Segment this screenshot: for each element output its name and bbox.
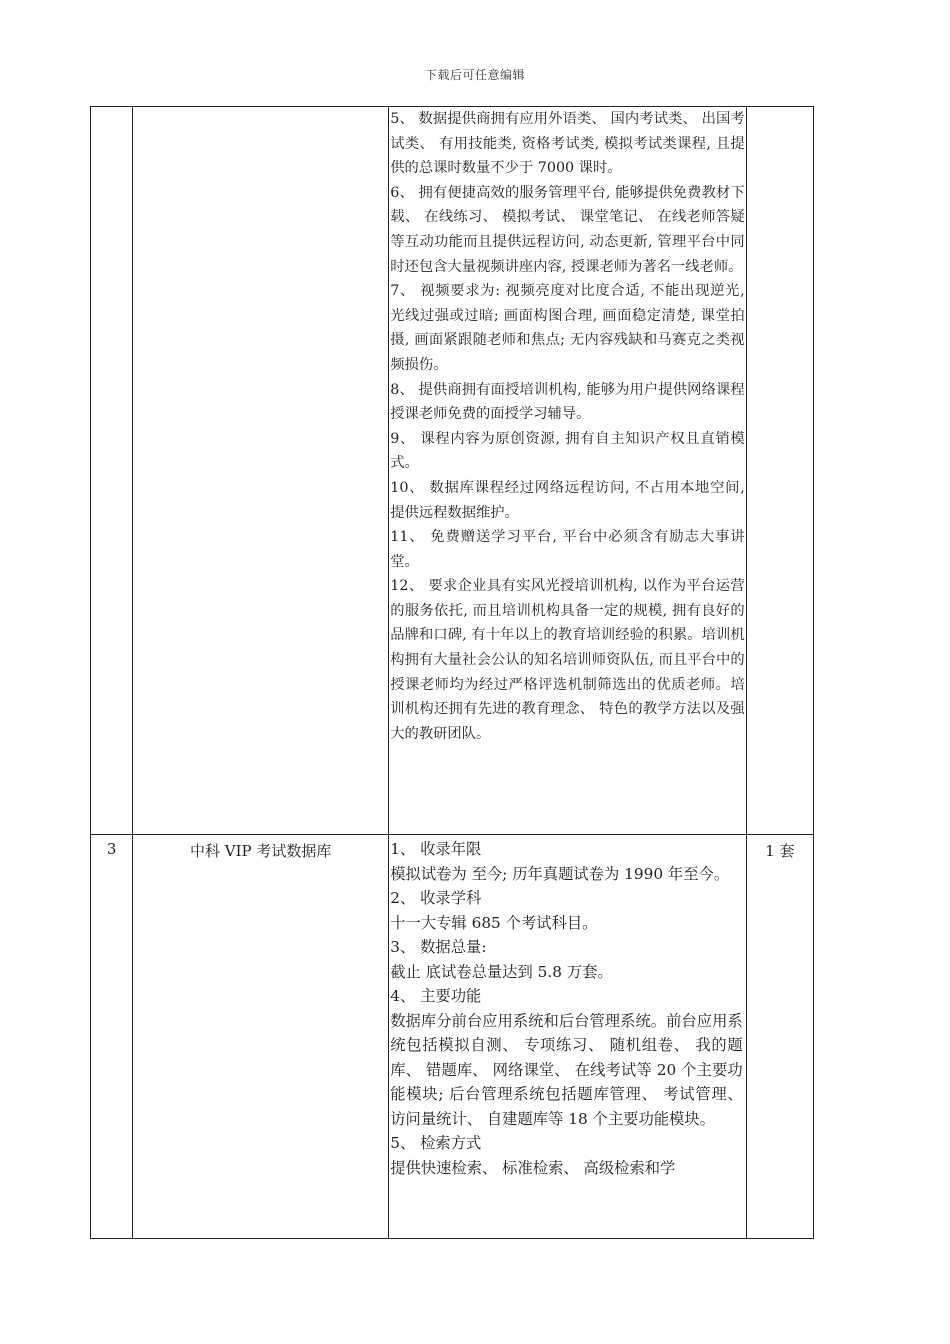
row-index-cell — [91, 107, 133, 835]
requirements-table — [90, 106, 814, 1239]
table-row — [91, 107, 814, 835]
spec-item: 数据库分前台应用系统和后台管理系统。前台应用系统包括模拟自测、 专项练习、 随机组卷、 我的题库、 错题库、 网络课堂、 在线考试等 20 个主要功能模块; 后台管理系统包括题库管理、 考试管理、 访问量统计、 自建题库等 18 个主要功能模块。 — [390, 1011, 743, 1128]
spec-list — [389, 107, 745, 746]
spec-item: 截止 底试卷总量达到 5.8 万套。 — [390, 962, 613, 981]
spec-list — [389, 835, 745, 1180]
page-header-note: 下载后可任意编辑 — [424, 68, 525, 82]
spec-cell — [389, 107, 746, 835]
spec-heading: 5、 检索方式 — [390, 1134, 482, 1152]
spec-item: 12、 要求企业具有实风光授培训机构, 以作为平台运营的服务依托, 而且培训机构具备一定的规模, 拥有良好的品牌和口碑, 有十年以上的教育培训经验的积累。培训机构拥有大量社会公认的知名培训师资队伍, 而且平台中的授课老师均为经过严格评选机制筛选出的优质老师。培训机构还拥有先进的教育理念、 特色的教学方法以及强大的教研团队。 — [390, 578, 745, 742]
spec-item: 8、 提供商拥有面授培训机构, 能够为用户提供网络课程授课老师免费的面授学习辅导。 — [390, 381, 745, 423]
spec-cell — [389, 835, 746, 1239]
spec-item: 6、 拥有便捷高效的服务管理平台, 能够提供免费教材下载、 在线练习、 模拟考试、 课堂笔记、 在线老师答疑等互动功能而且提供远程访问, 动态更新, 管理平台中同时还包含大量视频讲座内容, 授课老师为著名一线老师。 — [390, 184, 745, 275]
spec-item: 9、 课程内容为原创资源, 拥有自主知识产权且直销模式。 — [390, 430, 745, 472]
spec-item: 十一大专辑 685 个考试科目。 — [390, 913, 598, 932]
product-name-cell: 中科 VIP 考试数据库 — [133, 835, 389, 1239]
spec-item: 7、 视频要求为: 视频亮度对比度合适, 不能出现逆光, 光线过强或过暗; 画面构图合理, 画面稳定清楚, 课堂拍摄, 画面紧跟随老师和焦点; 无内容残缺和马赛克之类视频损伤。 — [390, 283, 745, 373]
spec-heading: 4、 主要功能 — [390, 987, 482, 1005]
spec-item: 提供快速检索、 标准检索、 高级检索和学 — [390, 1158, 676, 1177]
quantity-cell: 1 套 — [746, 835, 813, 1239]
quantity-cell — [746, 107, 813, 835]
product-name-cell — [133, 107, 389, 835]
spec-heading: 2、 收录学科 — [390, 889, 482, 907]
spec-item: 11、 免费赠送学习平台, 平台中必须含有励志大事讲堂。 — [390, 529, 745, 570]
spec-item: 模拟试卷为 至今; 历年真题试卷为 1990 年至今。 — [390, 864, 730, 883]
spec-item: 10、 数据库课程经过网络远程访问, 不占用本地空间, 提供远程数据维护。 — [390, 479, 745, 521]
row-index-cell: 3 — [91, 835, 133, 1239]
table-row — [91, 835, 814, 1239]
spec-heading: 3、 数据总量: — [390, 938, 487, 956]
spec-item: 5、 数据提供商拥有应用外语类、 国内考试类、 出国考试类、 有用技能类, 资格考试类, 模拟考试类课程, 且提供的总课时数量不少于 7000 课时。 — [390, 111, 745, 177]
spec-heading: 1、 收录年限 — [390, 840, 482, 858]
